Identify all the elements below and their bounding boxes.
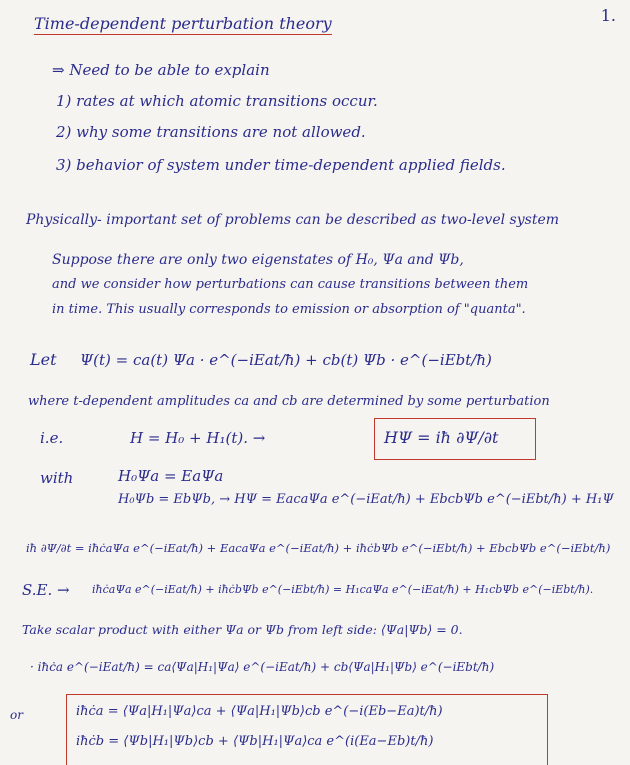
with-label: with [40, 469, 74, 487]
with-equation-2: H₀Ψb = EbΨb, → HΨ = EacaΨa e^(−iEat/ħ) + EbcbΨb e^(−iEbt/ħ) + H₁Ψ [118, 492, 614, 507]
let-equation: Ψ(t) = ca(t) Ψa · e^(−iEat/ħ) + cb(t) Ψb · e^(−iEbt/ħ) [80, 351, 492, 369]
se-equation: iħċaΨa e^(−iEat/ħ) + iħċbΨb e^(−iEbt/ħ) = H₁caΨa e^(−iEat/ħ) + H₁cbΨb e^(−iEbt/ħ). [92, 583, 594, 596]
ie-label: i.e. [40, 429, 64, 447]
list-item-3: 3) behavior of system under time-dependent applied fields. [56, 156, 506, 174]
page-title: Time-dependent perturbation theory [34, 14, 332, 33]
projection-equation: · iħċa e^(−iEat/ħ) = ca⟨Ψa|H₁|Ψa⟩ e^(−iEat/ħ) + cb⟨Ψa|H₁|Ψb⟩ e^(−iEbt/ħ) [30, 660, 495, 674]
take-line: Take scalar product with either Ψa or Ψb from left side: ⟨Ψa|Ψb⟩ = 0. [22, 622, 463, 637]
or-label: or [10, 708, 23, 722]
intro-line: ⇒ Need to be able to explain [52, 61, 270, 79]
final-equation-2: iħċb = ⟨Ψb|H₁|Ψb⟩cb + ⟨Ψb|H₁|Ψa⟩ca e^(i(Ea−Eb)t/ħ) [76, 734, 434, 749]
boxed-equation: HΨ = iħ ∂Ψ/∂t [384, 428, 499, 447]
list-item-1: 1) rates at which atomic transitions occur. [56, 92, 378, 110]
page-number: 1. [600, 6, 616, 25]
list-item-2: 2) why some transitions are not allowed. [56, 123, 366, 141]
let-label: Let [30, 350, 57, 369]
suppose-line-1: Suppose there are only two eigenstates of H₀, Ψa and Ψb, [52, 252, 464, 268]
suppose-line-3: in time. This usually corresponds to emission or absorption of "quanta". [52, 302, 526, 317]
physically-line: Physically- important set of problems can be described as two-level system [26, 212, 560, 228]
ie-equation: H = H₀ + H₁(t). → [130, 429, 266, 447]
final-equation-1: iħċa = ⟨Ψa|H₁|Ψa⟩ca + ⟨Ψa|H₁|Ψb⟩cb e^(−i(Eb−Ea)t/ħ) [76, 704, 443, 719]
with-equation-1: H₀Ψa = EaΨa [118, 467, 224, 485]
se-label: S.E. → [22, 581, 70, 599]
suppose-line-2: and we consider how perturbations can cause transitions between them [52, 277, 529, 292]
where-line: where t-dependent amplitudes ca and cb are determined by some perturbation [28, 394, 550, 409]
ihbar-equation: iħ ∂Ψ/∂t = iħċaΨa e^(−iEat/ħ) + EacaΨa e^(−iEat/ħ) + iħċbΨb e^(−iEbt/ħ) + EbcbΨb e^(−iEbt/ħ) [26, 541, 611, 555]
